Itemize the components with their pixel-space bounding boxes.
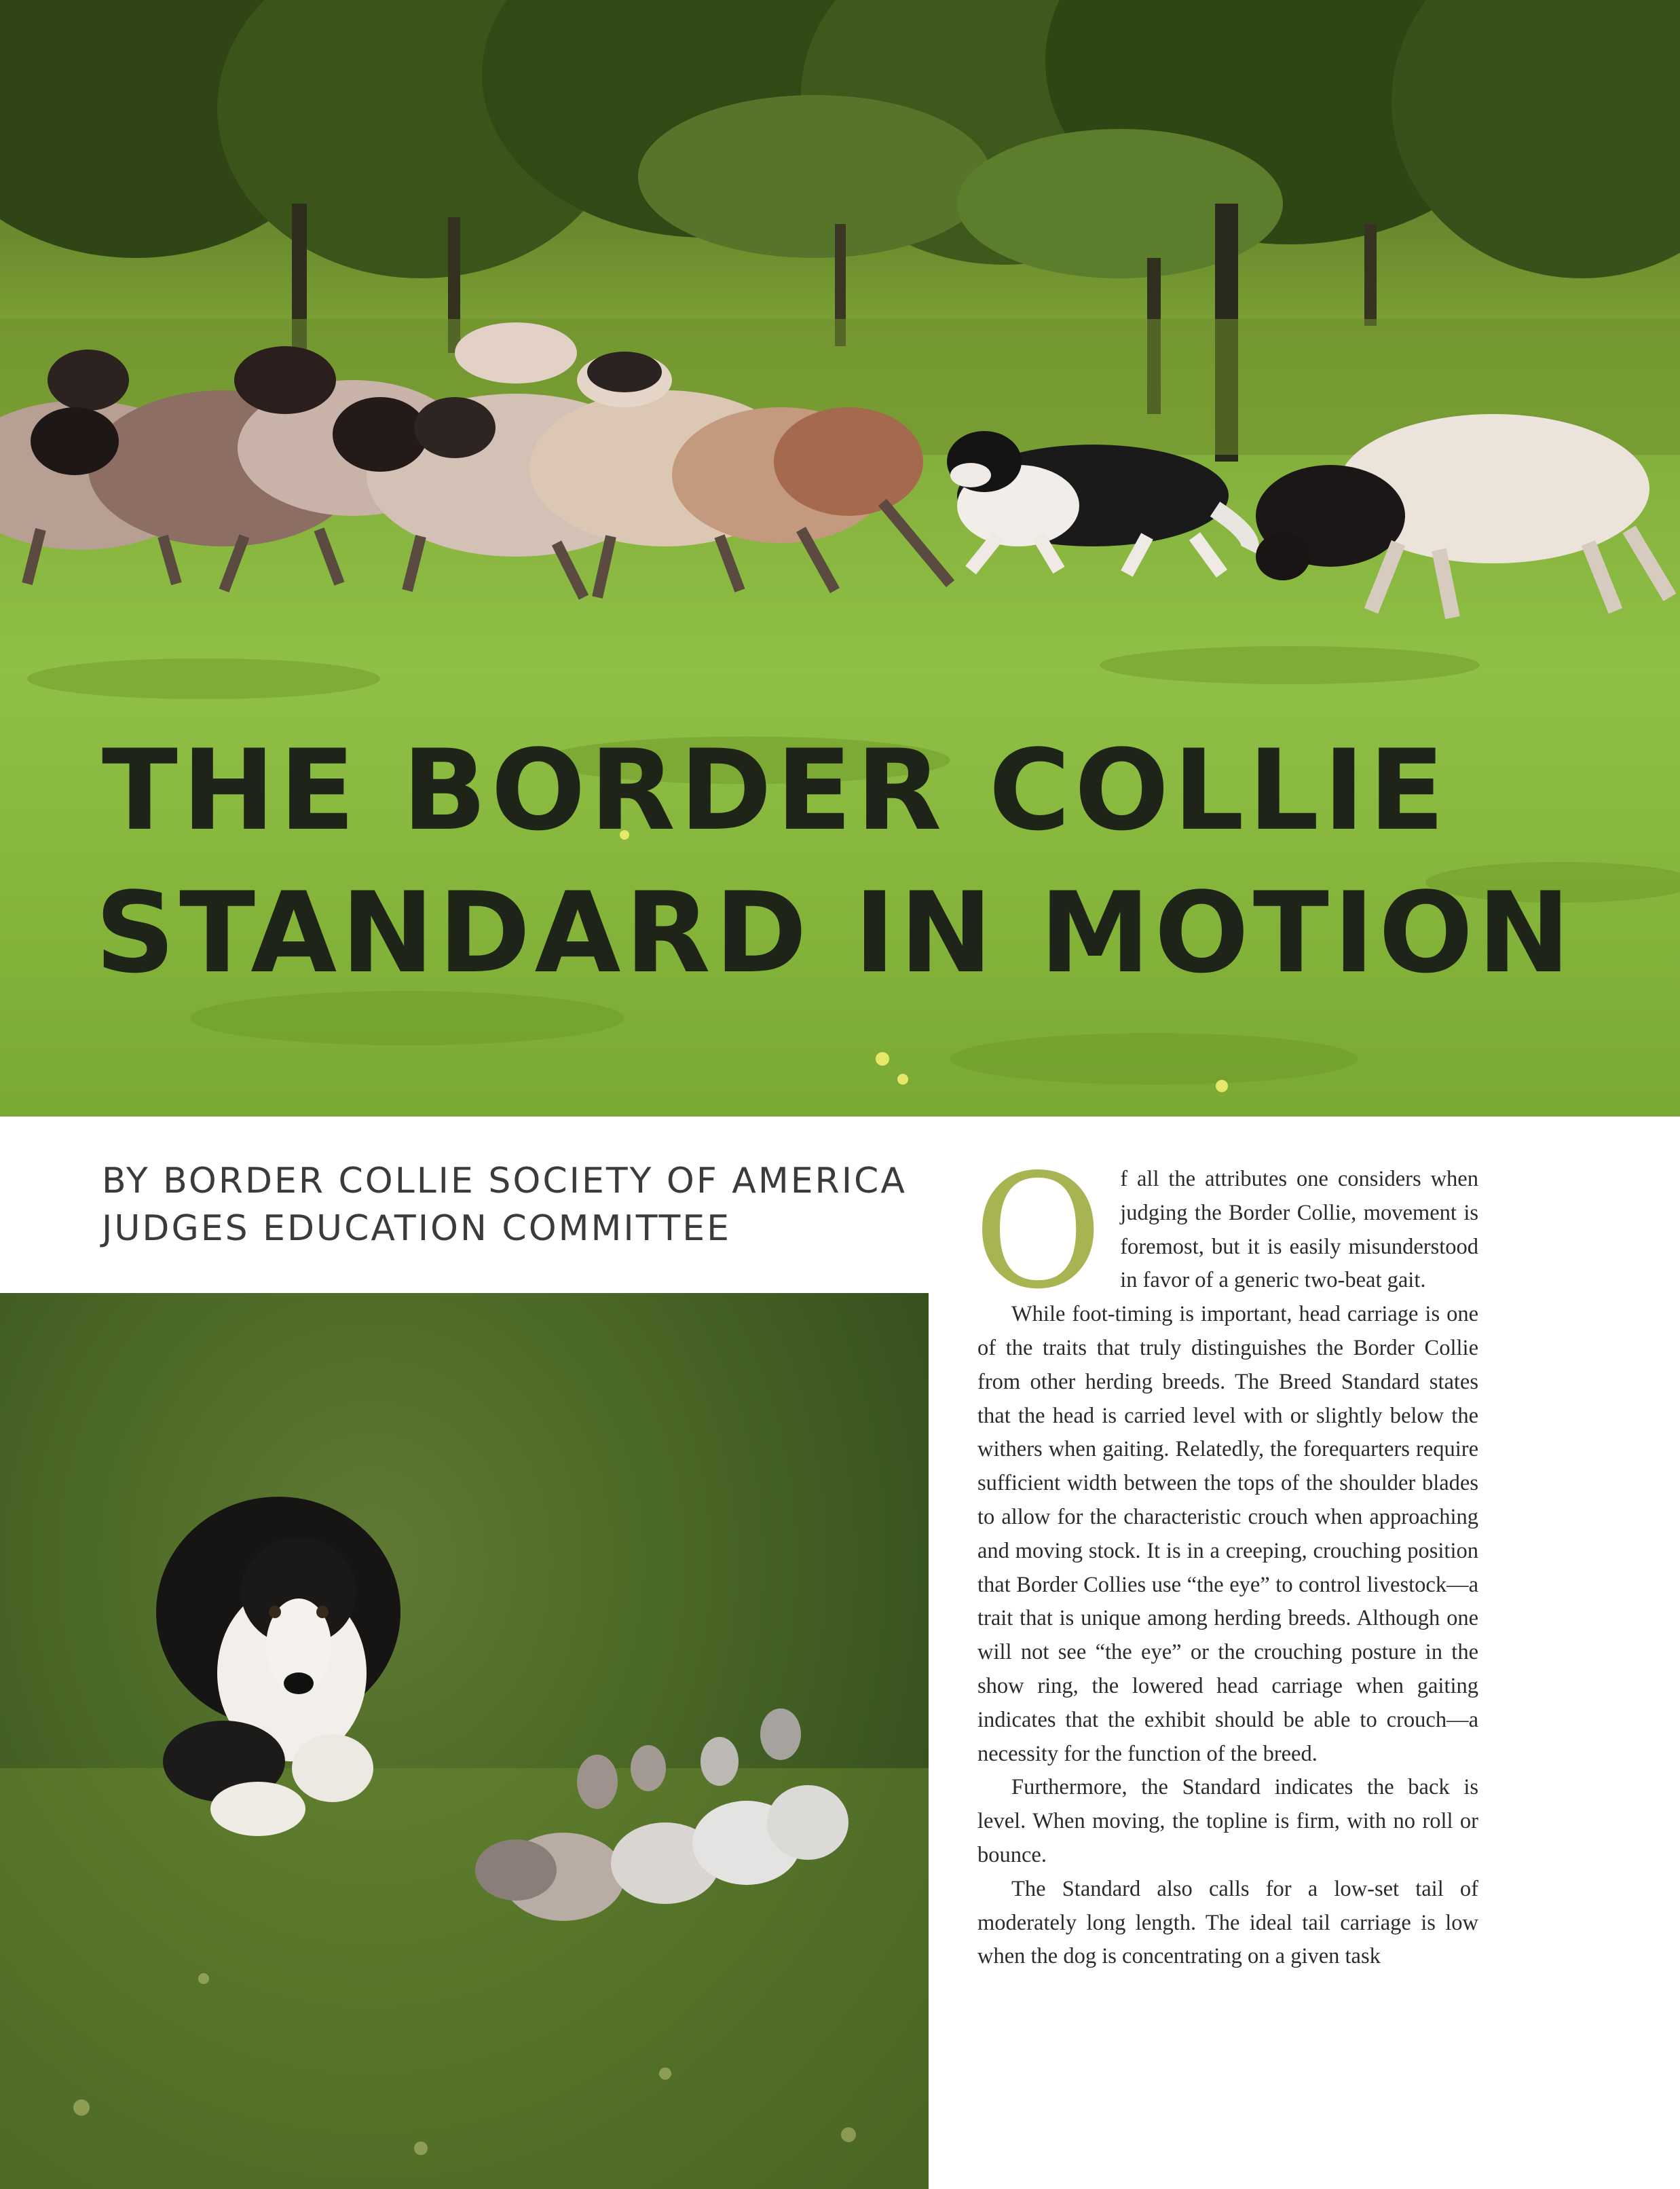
paragraph-1 xyxy=(973,1140,1478,1324)
byline-line-1: BY BORDER COLLIE SOCIETY OF AMERICA xyxy=(102,1161,907,1201)
paragraph-1-text: f all the attributes one considers when judging the Border Collie, movement is foremost, but it is easily misunderstood in favor of a generic two-beat gait. xyxy=(1120,1167,1478,1293)
paragraph-2: While foot-timing is important, head carriage is one of the traits that truly distinguishes the Border Collie from other herding breeds. The Breed Standard states that the head is carried level with or slightly below the withers when gaiting. Relatedly, the forequarters require sufficient width between the tops of the shoulder blades to allow for the characteristic crouch when approaching and moving stock. It is in a creeping, crouching position that Border Collies use “the eye” to control livestock—a trait that is unique among herding breeds. Although one will not see “the eye” or the crouching posture in the show ring, the lowered head carriage when gaiting indicates that the exhibit should be able to crouch—a necessity for the function of the breed. xyxy=(977,1302,1478,1766)
collie-ducks-illustration xyxy=(0,1293,929,2189)
byline-line-2: JUDGES EDUCATION COMMITTEE xyxy=(102,1208,732,1249)
collie-ducks-photo xyxy=(0,1293,929,2189)
headline-line-2: STANDARD IN MOTION xyxy=(95,868,1575,998)
article-headline xyxy=(95,719,1629,1005)
border-collie-crouching xyxy=(156,1497,400,1836)
paragraph-4: The Standard also calls for a low-set tail of moderately long length. The ideal tail carriage is low when the dog is concentrating on a given task xyxy=(977,1876,1478,1969)
paragraph-3: Furthermore, the Standard indicates the back is level. When moving, the topline is firm, with no roll or bounce. xyxy=(977,1775,1478,1867)
article-body xyxy=(973,1140,1478,1974)
drop-cap: O xyxy=(973,1140,1103,1324)
byline xyxy=(102,1157,937,1252)
headline-line-1: THE BORDER COLLIE xyxy=(102,726,1449,855)
